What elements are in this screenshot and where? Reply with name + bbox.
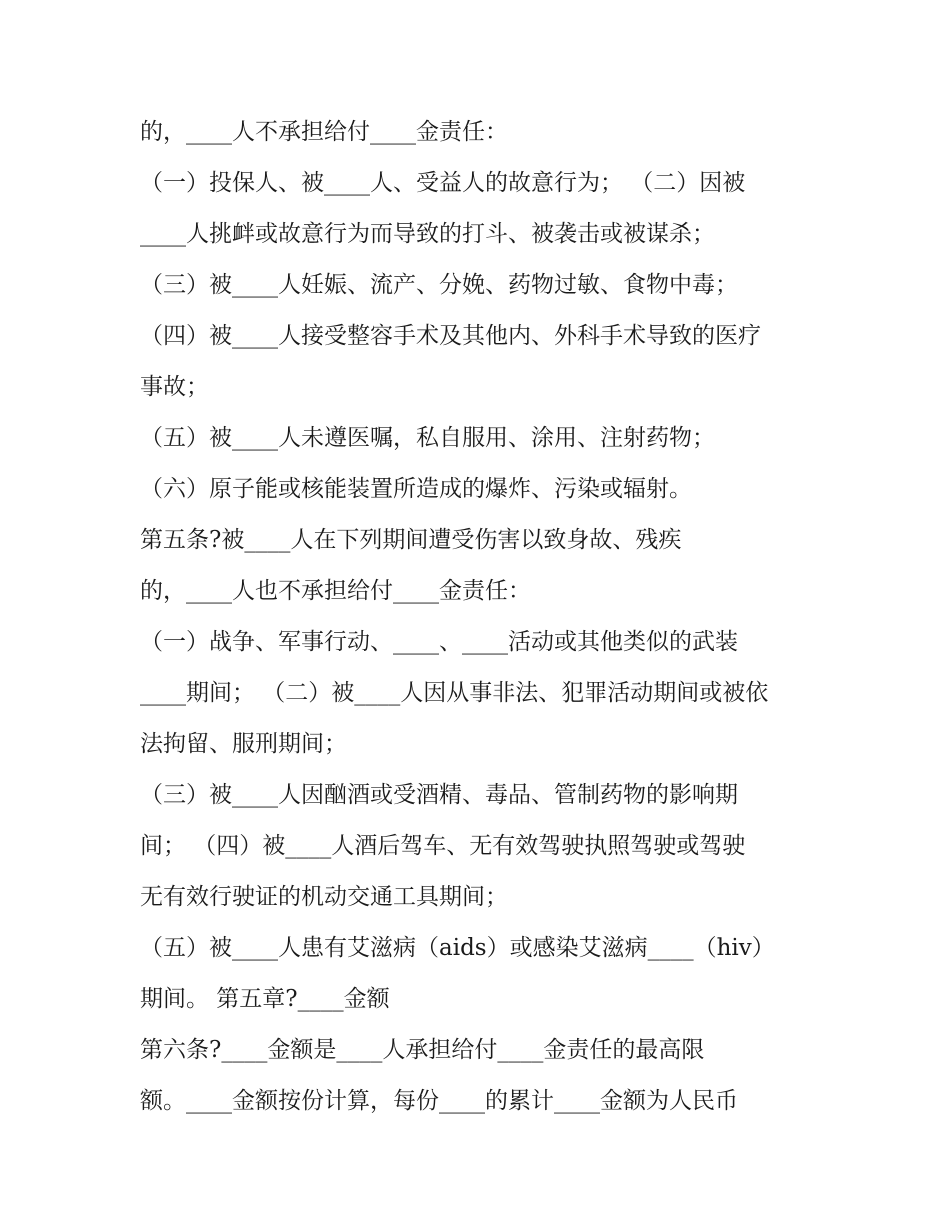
document-body — [140, 107, 840, 1127]
text-line: 无有效行驶证的机动交通工具期间； — [140, 884, 508, 910]
text-line: （三）被____人妊娠、流产、分娩、药物过敏、食物中毒； — [140, 272, 738, 298]
text-line: （一）战争、军事行动、____、____活动或其他类似的武装 — [140, 629, 738, 655]
text-line: （一）投保人、被____人、受益人的故意行为； （二）因被 — [140, 170, 746, 196]
text-line: （四）被____人接受整容手术及其他内、外科手术导致的医疗 — [140, 323, 761, 349]
text-line: ____人挑衅或故意行为而导致的打斗、被袭击或被谋杀； — [140, 221, 715, 247]
text-line: ____期间； （二）被____人因从事非法、犯罪活动期间或被依 — [140, 680, 769, 706]
text-line: （六）原子能或核能装置所造成的爆炸、污染或辐射。 — [140, 476, 692, 502]
text-line: 的，____人也不承担给付____金责任： — [140, 578, 531, 604]
text-line: （五）被____人患有艾滋病（aids）或感染艾滋病____（hiv） — [140, 935, 775, 961]
text-line: 期间。 第五章?____金额 — [140, 986, 390, 1012]
text-line: 间； （四）被____人酒后驾车、无有效驾驶执照驾驶或驾驶 — [140, 833, 746, 859]
text-line: 第六条?____金额是____人承担给付____金责任的最高限 — [140, 1037, 705, 1063]
text-line: （三）被____人因酗酒或受酒精、毒品、管制药物的影响期 — [140, 782, 738, 808]
text-line: 第五条?被____人在下列期间遭受伤害以致身故、残疾 — [140, 527, 682, 553]
text-line: 的，____人不承担给付____金责任： — [140, 119, 508, 145]
text-line: 事故； — [140, 374, 209, 400]
text-line: （五）被____人未遵医嘱，私自服用、涂用、注射药物； — [140, 425, 715, 451]
text-line: 额。____金额按份计算，每份____的累计____金额为人民币 — [140, 1088, 738, 1114]
text-line: 法拘留、服刑期间； — [140, 731, 347, 757]
